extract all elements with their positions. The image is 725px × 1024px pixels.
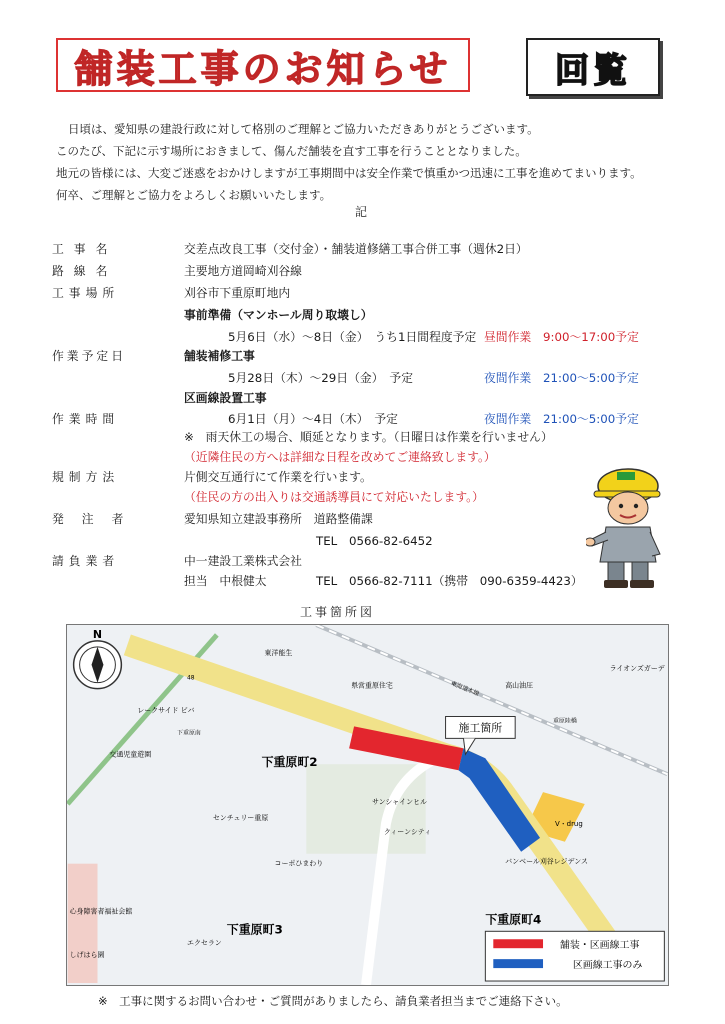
- phase1-title: 事前準備（マンホール周り取壊し）: [184, 308, 373, 322]
- worker-illustration: [586, 462, 696, 592]
- label-contractor: 請負業者: [52, 554, 120, 568]
- intro-line: このたび、下記に示す場所におきまして、傷んだ舗装を直す工事を行うこととなりました。: [56, 144, 527, 158]
- map-label: バンベール刈谷レジデンス: [505, 857, 589, 866]
- map-label: しげはら園: [69, 951, 105, 960]
- contractor: 中一建設工業株式会社: [184, 554, 302, 568]
- place: 刈谷市下重原町地内: [184, 286, 291, 300]
- label-place: 工事場所: [52, 286, 120, 300]
- contact-tel: TEL 0566-82-7111（携帯 090-6359-4423）: [316, 574, 583, 588]
- map-label: V・drug: [554, 819, 583, 828]
- map-title: 工事箇所図: [300, 605, 376, 619]
- title-box: [56, 38, 470, 92]
- legend-blue-label: 区画線工事のみ: [572, 960, 643, 972]
- intro-line: 地元の皆様には、大変ご迷惑をおかけしますが工事期間中は安全作業で慎重かつ迅速に工事を進めてまいります。: [56, 166, 642, 180]
- phase1-time: 昼間作業 9:00～17:00予定: [484, 330, 639, 344]
- intro: [56, 118, 696, 206]
- callout-label: 施工箇所: [458, 721, 503, 735]
- map-label: ライオンズガーデ: [609, 664, 665, 673]
- phase3-title: 区画線設置工事: [184, 391, 267, 405]
- map-label: 東洋能生: [264, 648, 293, 657]
- circulation-stamp: [526, 38, 660, 96]
- label-time: 作業時間: [52, 412, 120, 426]
- map-label: 重原陸橋: [552, 717, 577, 725]
- phase3-time: 夜間作業 21:00～5:00予定: [484, 412, 639, 426]
- area-label: 下重原町3: [226, 922, 283, 937]
- map-label: 48: [187, 674, 195, 682]
- label-client: 発注者: [52, 512, 142, 526]
- work-name: 交差点改良工事（交付金）・舗装道修繕工事合併工事（週休2日）: [184, 242, 528, 256]
- map-label: 下重原南: [177, 729, 201, 737]
- phase2-time: 夜間作業 21:00～5:00予定: [484, 371, 639, 385]
- legend-red-label: 舗装・区画線工事: [559, 940, 640, 952]
- phase2-title: 舗装補修工事: [184, 349, 255, 363]
- phase1-date: 5月6日（水）～8日（金） うち1日間程度予定: [228, 330, 477, 344]
- phase3-date: 6月1日（月）～4日（木） 予定: [228, 412, 398, 426]
- label-name: 工事名: [52, 242, 118, 256]
- map-label: レークサイド ビバ: [137, 706, 195, 715]
- map-label: 東海道本線: [449, 680, 481, 698]
- label-regulation: 規制方法: [52, 470, 120, 484]
- label-schedule: 作業予定日: [52, 349, 126, 363]
- intro-line: 日頃は、愛知県の建設行政に対して格別のご理解とご協力いただきありがとうございます。: [68, 122, 539, 136]
- label-route: 路線名: [52, 264, 118, 278]
- map-label: 県営重原住宅: [351, 681, 393, 690]
- footer-note: ※ 工事に関するお問い合わせ・ご質問がありましたら、請負業者担当までご連絡下さい。: [98, 994, 568, 1008]
- notice-note: （近隣住民の方へは詳細な日程を改めてご連絡致します。）: [184, 450, 496, 464]
- area-label: 下重原町4: [485, 912, 542, 927]
- regulation-note: （住民の方の出入りは交通誘導員にて対応いたします。）: [184, 490, 484, 504]
- rain-note: ※ 雨天休工の場合、順延となります。（日曜日は作業を行いません）: [184, 430, 553, 444]
- regulation: 片側交互通行にて作業を行います。: [184, 470, 372, 484]
- client: 愛知県知立建設事務所 道路整備課: [184, 512, 373, 526]
- intro-line: 何卒、ご理解とご協力をよろしくお願いいたします。: [56, 188, 332, 202]
- map-label: 交通児童遊園: [109, 750, 152, 759]
- circulation-stamp-text: 回覧: [555, 50, 631, 91]
- map-label: クィーンシティ: [383, 827, 432, 836]
- map-label: 高山油圧: [505, 681, 534, 690]
- construction-map: [66, 624, 669, 986]
- map-label: サンシャインヒル: [371, 798, 427, 807]
- map-label: コーポひまわり: [274, 859, 324, 868]
- route: 主要地方道岡崎刈谷線: [184, 264, 302, 278]
- area-label: 下重原町2: [261, 755, 318, 770]
- page-title: 舗装工事のお知らせ: [74, 46, 452, 91]
- map-label: 心身障害者福祉会館: [69, 907, 133, 916]
- phase2-date: 5月28日（木）～29日（金） 予定: [228, 371, 413, 385]
- north-label: N: [92, 627, 103, 641]
- map-label: エクセラン: [187, 939, 222, 948]
- ki-heading: 記: [355, 205, 368, 219]
- map-label: センチュリー重原: [212, 813, 269, 822]
- contact-person: 担当 中根健太: [184, 574, 267, 588]
- client-tel: TEL 0566-82-6452: [316, 534, 433, 548]
